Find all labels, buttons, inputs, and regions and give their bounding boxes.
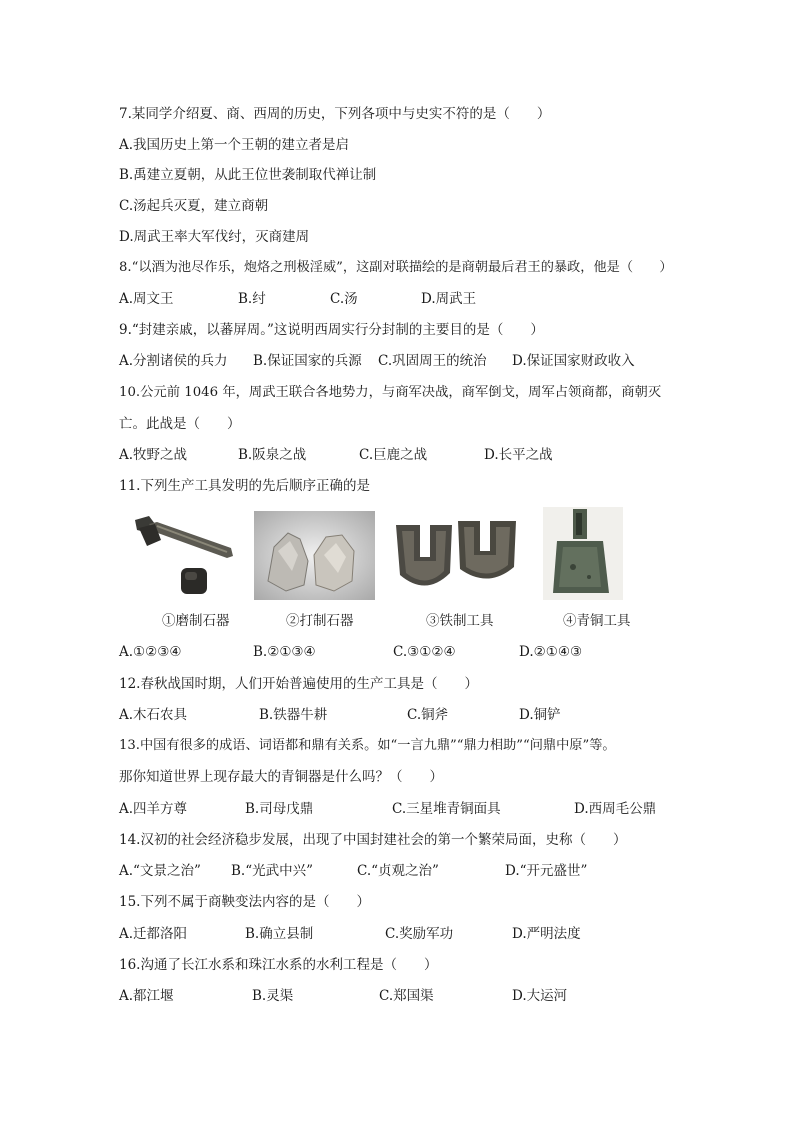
q13-option-c: C.三星堆青铜面具 [392, 801, 501, 817]
q15-option-c: C.奖励军功 [385, 926, 454, 942]
q7-stem: 7.某同学介绍夏、商、西周的历史，下列各项中与史实不符的是（ ） [119, 106, 551, 122]
q12-option-a: A.木石农具 [119, 707, 188, 723]
q9-option-c: C.巩固周王的统治 [378, 353, 487, 369]
q12-option-c: C.铜斧 [407, 707, 449, 723]
q7-option-c: C.汤起兵灭夏，建立商朝 [119, 198, 269, 214]
q8-option-a: A.周文王 [119, 291, 174, 307]
q9-option-b: B.保证国家的兵源 [253, 353, 362, 369]
q8-option-d: D.周武王 [421, 291, 477, 307]
q11-option-d: D.②①④③ [519, 644, 583, 660]
q12-stem: 12.春秋战国时期，人们开始普遍使用的生产工具是（ ） [119, 676, 478, 692]
q14-stem: 14.汉初的社会经济稳步发展，出现了中国封建社会的第一个繁荣局面，史称（ ） [119, 832, 627, 848]
q8-option-c: C.汤 [330, 291, 358, 307]
q8-option-b: B.纣 [238, 291, 266, 307]
q13-stem-line2: 那你知道世界上现存最大的青铜器是什么吗？（ ） [119, 769, 443, 785]
q13-option-d: D.西周毛公鼎 [574, 801, 657, 817]
caption-chipped-stone: ②打制石器 [286, 613, 354, 629]
q11-stem: 11.下列生产工具发明的先后顺序正确的是 [119, 478, 370, 494]
q10-option-b: B.阪泉之战 [238, 447, 307, 463]
iron-tool-image [392, 517, 522, 599]
q10-stem-line1: 10.公元前 1046 年，周武王联合各地势力，与商军决战，商军倒戈，周军占领商都，商朝灭 [119, 385, 662, 400]
q11-option-b: B.②①③④ [253, 644, 316, 660]
q13-option-b: B.司母戊鼎 [245, 801, 314, 817]
caption-bronze-tools: ④青铜工具 [563, 613, 631, 629]
q16-option-b: B.灵渠 [252, 988, 294, 1004]
q11-option-a: A.①②③④ [119, 644, 182, 660]
q10-option-d: D.长平之战 [484, 447, 553, 463]
q10-stem-line2: 亡。此战是（ ） [119, 416, 241, 432]
q7-option-b: B.禹建立夏朝，从此王位世袭制取代禅让制 [119, 167, 377, 183]
q9-stem: 9.“封建亲戚，以蕃屏周。”这说明西周实行分封制的主要目的是（ ） [119, 322, 544, 338]
q14-option-b: B.“光武中兴” [231, 863, 314, 879]
q13-option-a: A.四羊方尊 [119, 801, 188, 817]
q10-option-a: A.牧野之战 [119, 447, 188, 463]
q14-option-c: C.“贞观之治” [357, 863, 439, 879]
q11-option-c: C.③①②④ [393, 644, 456, 660]
q8-stem: 8.“以酒为池尽作乐，炮烙之刑极淫威”，这副对联描绘的是商朝最后君王的暴政，他是（ ） [119, 260, 673, 275]
q15-option-d: D.严明法度 [512, 926, 581, 942]
q13-stem-line1: 13.中国有很多的成语、词语都和鼎有关系。如“一言九鼎”“鼎力相助”“问鼎中原”等。 [119, 738, 616, 753]
q12-option-b: B.铁器牛耕 [259, 707, 328, 723]
q16-option-c: C.郑国渠 [379, 988, 434, 1004]
q10-option-c: C.巨鹿之战 [359, 447, 428, 463]
q16-option-d: D.大运河 [512, 988, 568, 1004]
polished-stone-tool-image [127, 510, 237, 600]
q16-option-a: A.都江堰 [119, 988, 174, 1004]
q15-stem: 15.下列不属于商鞅变法内容的是（ ） [119, 894, 370, 910]
q15-option-b: B.确立县制 [245, 926, 314, 942]
chipped-stone-tool-image [254, 511, 375, 600]
q14-option-a: A.“文景之治” [119, 863, 201, 879]
q12-option-d: D.铜铲 [519, 707, 561, 723]
q15-option-a: A.迁都洛阳 [119, 926, 188, 942]
caption-iron-tools: ③铁制工具 [426, 613, 494, 629]
q7-option-d: D.周武王率大军伐纣，灭商建周 [119, 229, 310, 245]
q14-option-d: D.“开元盛世” [505, 863, 588, 879]
bronze-tool-image [543, 507, 623, 600]
q16-stem: 16.沟通了长江水系和珠江水系的水利工程是（ ） [119, 957, 438, 973]
q9-option-d: D.保证国家财政收入 [512, 353, 635, 369]
q7-option-a: A.我国历史上第一个王朝的建立者是启 [119, 137, 350, 153]
q9-option-a: A.分割诸侯的兵力 [119, 353, 228, 369]
caption-polished-stone: ①磨制石器 [162, 613, 230, 629]
